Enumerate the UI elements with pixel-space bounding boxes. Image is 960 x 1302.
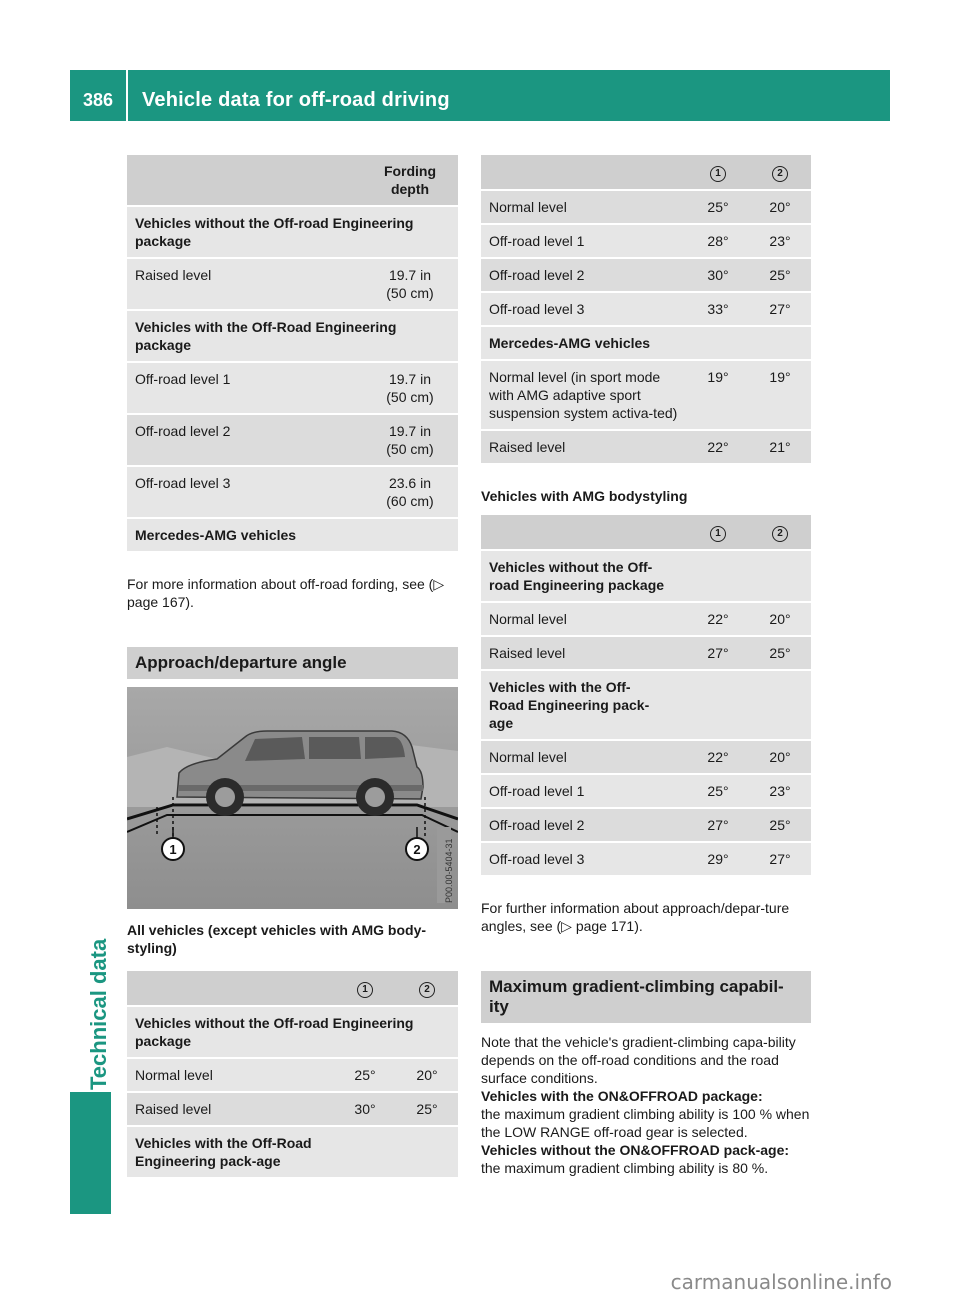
gradient-intro: Note that the vehicle's gradient-climbing capa-bility depends on the off-road conditions and the road surface conditions. bbox=[481, 1034, 796, 1086]
row-value-1: 22° bbox=[687, 430, 749, 464]
approach-table-left bbox=[127, 971, 458, 1179]
circled-number-2-icon: 2 bbox=[772, 166, 788, 182]
row-label: Normal level bbox=[481, 740, 687, 774]
row-value-1: 25° bbox=[334, 1058, 396, 1092]
table-row bbox=[127, 258, 458, 310]
table-header-row bbox=[481, 155, 811, 190]
col-1-header bbox=[687, 515, 749, 550]
group-title: Mercedes-AMG vehicles bbox=[481, 326, 811, 360]
svg-text:2: 2 bbox=[413, 842, 421, 857]
side-section-label: Technical data bbox=[86, 938, 111, 1090]
svg-text:1: 1 bbox=[169, 842, 177, 857]
row-label: Normal level bbox=[481, 190, 687, 224]
row-value-1: 22° bbox=[687, 740, 749, 774]
table-row bbox=[481, 190, 811, 224]
gradient-section-heading: Maximum gradient-climbing capabil-ity bbox=[481, 971, 811, 1023]
row-value-2: 27° bbox=[749, 842, 811, 876]
row-value: 19.7 in (50 cm) bbox=[362, 414, 458, 466]
left-column bbox=[127, 155, 458, 1179]
col-2-header bbox=[749, 155, 811, 190]
group-title: Vehicles with the Off-Road Engineering package bbox=[127, 310, 458, 362]
table-row bbox=[481, 740, 811, 774]
figure-code: P00.00-5404-31 bbox=[444, 838, 454, 903]
row-value-1: 28° bbox=[687, 224, 749, 258]
table-row bbox=[481, 774, 811, 808]
row-value-2: 25° bbox=[396, 1092, 458, 1126]
row-value-1: 27° bbox=[687, 808, 749, 842]
col-1-header bbox=[687, 155, 749, 190]
group-title: Vehicles without the Off-road Engineering package bbox=[127, 206, 458, 258]
row-value: 19.7 in (50 cm) bbox=[362, 258, 458, 310]
row-label: Off-road level 3 bbox=[127, 466, 362, 518]
without-package-label: Vehicles without the ON&OFFROAD pack-age: bbox=[481, 1142, 790, 1158]
col-2-header bbox=[749, 515, 811, 550]
page-title: Vehicle data for off-road driving bbox=[142, 89, 450, 111]
circled-number-2-icon: 2 bbox=[419, 982, 435, 998]
table-row bbox=[481, 360, 811, 430]
table-row bbox=[127, 362, 458, 414]
table-row bbox=[481, 636, 811, 670]
row-label: Normal level bbox=[127, 1058, 334, 1092]
row-value-2: 21° bbox=[749, 430, 811, 464]
row-value: 19.7 in (50 cm) bbox=[362, 362, 458, 414]
row-label: Raised level bbox=[127, 258, 362, 310]
row-value-1: 30° bbox=[334, 1092, 396, 1126]
table-row bbox=[127, 1092, 458, 1126]
table-group-row bbox=[127, 310, 458, 362]
side-section-marker bbox=[70, 1092, 111, 1214]
table-group-row bbox=[481, 550, 811, 602]
watermark: carmanualsonline.info bbox=[670, 1270, 892, 1294]
approach-section-heading: Approach/departure angle bbox=[127, 647, 458, 679]
row-label: Raised level bbox=[127, 1092, 334, 1126]
group-title: Vehicles without the Off-road Engineering package bbox=[481, 550, 687, 602]
amg-table bbox=[481, 515, 811, 877]
table-group-row bbox=[127, 1006, 458, 1058]
row-label: Off-road level 1 bbox=[481, 774, 687, 808]
fording-depth-header: Fording depth bbox=[362, 155, 458, 206]
row-value-2: 20° bbox=[396, 1058, 458, 1092]
row-label: Off-road level 2 bbox=[481, 258, 687, 292]
table-group-row bbox=[127, 518, 458, 552]
table-header-row bbox=[127, 971, 458, 1006]
circled-number-2-icon: 2 bbox=[772, 526, 788, 542]
amg-note: For further information about approach/depar-ture angles, see (▷ page 171). bbox=[481, 900, 790, 934]
row-value-1: 19° bbox=[687, 360, 749, 430]
row-label: Off-road level 2 bbox=[481, 808, 687, 842]
approach-angle-figure bbox=[127, 687, 458, 909]
with-package-label: Vehicles with the ON&OFFROAD package: bbox=[481, 1088, 763, 1104]
row-label: Off-road level 2 bbox=[127, 414, 362, 466]
row-value-1: 22° bbox=[687, 602, 749, 636]
page-header bbox=[70, 70, 890, 121]
row-value-1: 25° bbox=[687, 190, 749, 224]
fording-note: For more information about off-road fording, see (▷ page 167). bbox=[127, 576, 445, 610]
group-title: Vehicles without the Off-road Engineering package bbox=[127, 1006, 458, 1058]
without-package-text: the maximum gradient climbing ability is 80 %. bbox=[481, 1160, 769, 1176]
row-label: Normal level (in sport mode with AMG adaptive sport suspension system activa-ted) bbox=[481, 360, 687, 430]
table-header-row bbox=[481, 515, 811, 550]
circled-number-1-icon: 1 bbox=[710, 526, 726, 542]
row-value-2: 23° bbox=[749, 774, 811, 808]
table-group-row bbox=[127, 1126, 458, 1178]
row-value-1: 25° bbox=[687, 774, 749, 808]
table-group-row bbox=[127, 206, 458, 258]
row-label: Off-road level 1 bbox=[127, 362, 362, 414]
with-package-text: the maximum gradient climbing ability is 100 % when the LOW RANGE off-road gear is selected. bbox=[481, 1106, 810, 1140]
row-label: Off-road level 3 bbox=[481, 842, 687, 876]
row-label: Off-road level 3 bbox=[481, 292, 687, 326]
row-label: Raised level bbox=[481, 636, 687, 670]
table-row bbox=[127, 1058, 458, 1092]
circled-number-1-icon: 1 bbox=[710, 166, 726, 182]
row-value-2: 25° bbox=[749, 808, 811, 842]
gradient-with-package bbox=[481, 1087, 811, 1141]
table-group-row bbox=[481, 670, 811, 740]
group-title: Vehicles with the Off-Road Engineering pack-age bbox=[127, 1126, 458, 1178]
group-title: Mercedes-AMG vehicles bbox=[127, 518, 458, 552]
circled-number-1-icon: 1 bbox=[357, 982, 373, 998]
row-value-2: 20° bbox=[749, 190, 811, 224]
table-row bbox=[481, 602, 811, 636]
row-value-1: 30° bbox=[687, 258, 749, 292]
amg-caption: Vehicles with AMG bodystyling bbox=[481, 488, 688, 504]
row-value-1: 29° bbox=[687, 842, 749, 876]
row-value-2: 25° bbox=[749, 636, 811, 670]
approach-table-right bbox=[481, 155, 811, 465]
page-number: 386 bbox=[70, 70, 128, 121]
fording-depth-table bbox=[127, 155, 458, 553]
row-label: Normal level bbox=[481, 602, 687, 636]
row-value-2: 27° bbox=[749, 292, 811, 326]
group-title: Vehicles with the Off-Road Engineering pack-age bbox=[481, 670, 687, 740]
table-row bbox=[481, 224, 811, 258]
table-header-row bbox=[127, 155, 458, 206]
right-column bbox=[481, 155, 811, 1177]
row-value-2: 20° bbox=[749, 602, 811, 636]
vehicle-illustration bbox=[127, 687, 458, 909]
gradient-without-package bbox=[481, 1141, 811, 1177]
row-label: Off-road level 1 bbox=[481, 224, 687, 258]
row-value: 23.6 in (60 cm) bbox=[362, 466, 458, 518]
table-row bbox=[481, 258, 811, 292]
row-value-2: 25° bbox=[749, 258, 811, 292]
table-row bbox=[481, 292, 811, 326]
row-value-2: 19° bbox=[749, 360, 811, 430]
table-row bbox=[481, 808, 811, 842]
table-group-row bbox=[481, 326, 811, 360]
table-row bbox=[481, 842, 811, 876]
table-row bbox=[127, 414, 458, 466]
row-value-2: 20° bbox=[749, 740, 811, 774]
approach-caption: All vehicles (except vehicles with AMG body-styling) bbox=[127, 922, 427, 956]
row-value-2: 23° bbox=[749, 224, 811, 258]
table-row bbox=[127, 466, 458, 518]
col-2-header bbox=[396, 971, 458, 1006]
table-row bbox=[481, 430, 811, 464]
row-value-1: 27° bbox=[687, 636, 749, 670]
row-label: Raised level bbox=[481, 430, 687, 464]
row-value-1: 33° bbox=[687, 292, 749, 326]
col-1-header bbox=[334, 971, 396, 1006]
